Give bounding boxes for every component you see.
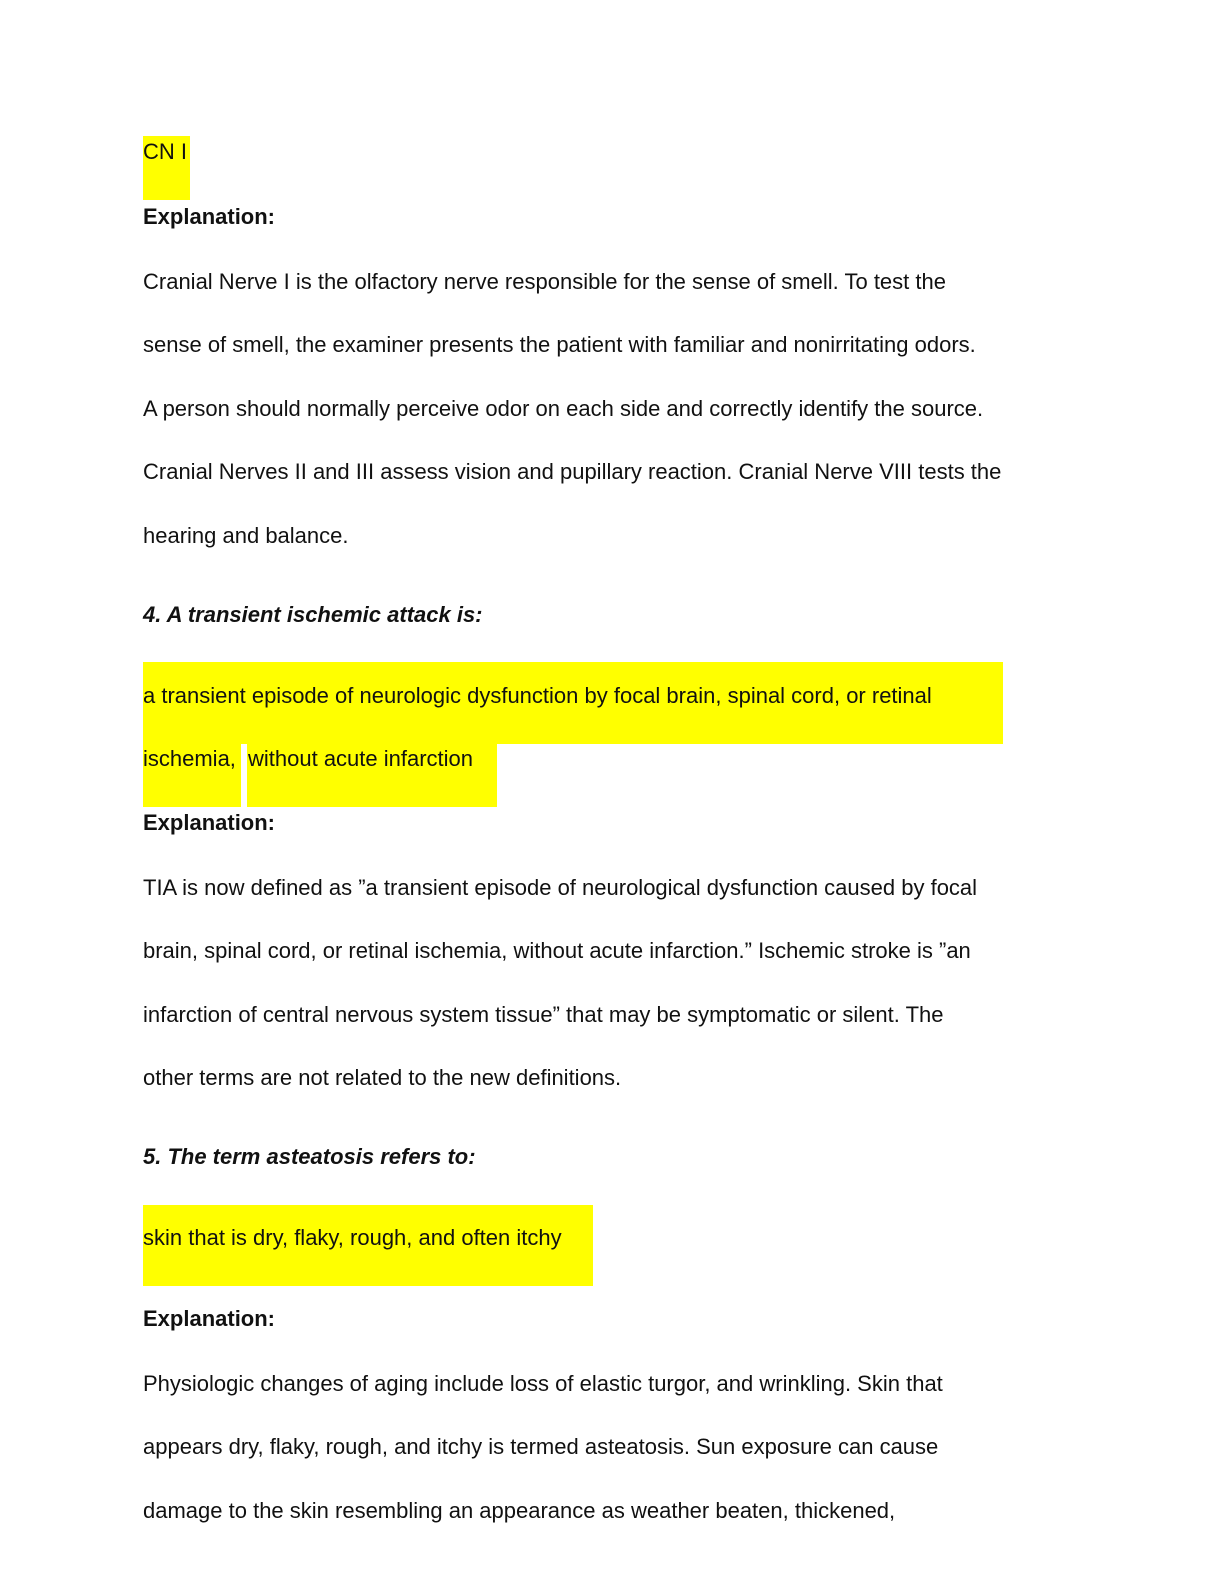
question-5: 5. The term asteatosis refers to: <box>143 1144 476 1169</box>
explanation-label: Explanation: <box>143 810 276 835</box>
explanation-line: damage to the skin resembling an appearance as weather beaten, thickened, <box>143 1498 896 1523</box>
question-4: 4. A transient ischemic attack is: <box>143 602 483 627</box>
explanation-line: Cranial Nerve I is the olfactory nerve responsible for the sense of smell. To test the <box>143 269 946 294</box>
explanation-line: infarction of central nervous system tissue” that may be symptomatic or silent. The <box>143 1002 944 1027</box>
explanation-line: Physiologic changes of aging include loss of elastic turgor, and wrinkling. Skin that <box>143 1371 943 1396</box>
explanation-line: hearing and balance. <box>143 523 349 548</box>
answer-q5: skin that is dry, flaky, rough, and often itchy <box>143 1225 562 1250</box>
explanation-line: other terms are not related to the new definitions. <box>143 1065 622 1090</box>
explanation-label: Explanation: <box>143 204 276 229</box>
explanation-line: A person should normally perceive odor on each side and correctly identify the source. <box>143 396 984 421</box>
explanation-line: TIA is now defined as ”a transient episode of neurological dysfunction caused by focal <box>143 875 978 900</box>
answer-q4-line2a: ischemia, <box>143 746 236 771</box>
explanation-line: sense of smell, the examiner presents the patient with familiar and nonirritating odors. <box>143 332 976 357</box>
answer-cn: CN I <box>143 139 187 164</box>
explanation-line: brain, spinal cord, or retinal ischemia, without acute infarction.” Ischemic stroke is ”an <box>143 938 971 963</box>
explanation-label: Explanation: <box>143 1306 276 1331</box>
explanation-line: appears dry, flaky, rough, and itchy is termed asteatosis. Sun exposure can cause <box>143 1434 939 1459</box>
explanation-line: Cranial Nerves II and III assess vision and pupillary reaction. Cranial Nerve VIII tests the <box>143 459 1002 484</box>
answer-q4-line2b: without acute infarction <box>248 746 474 771</box>
answer-q4-line1: a transient episode of neurologic dysfunction by focal brain, spinal cord, or retinal <box>143 683 932 708</box>
